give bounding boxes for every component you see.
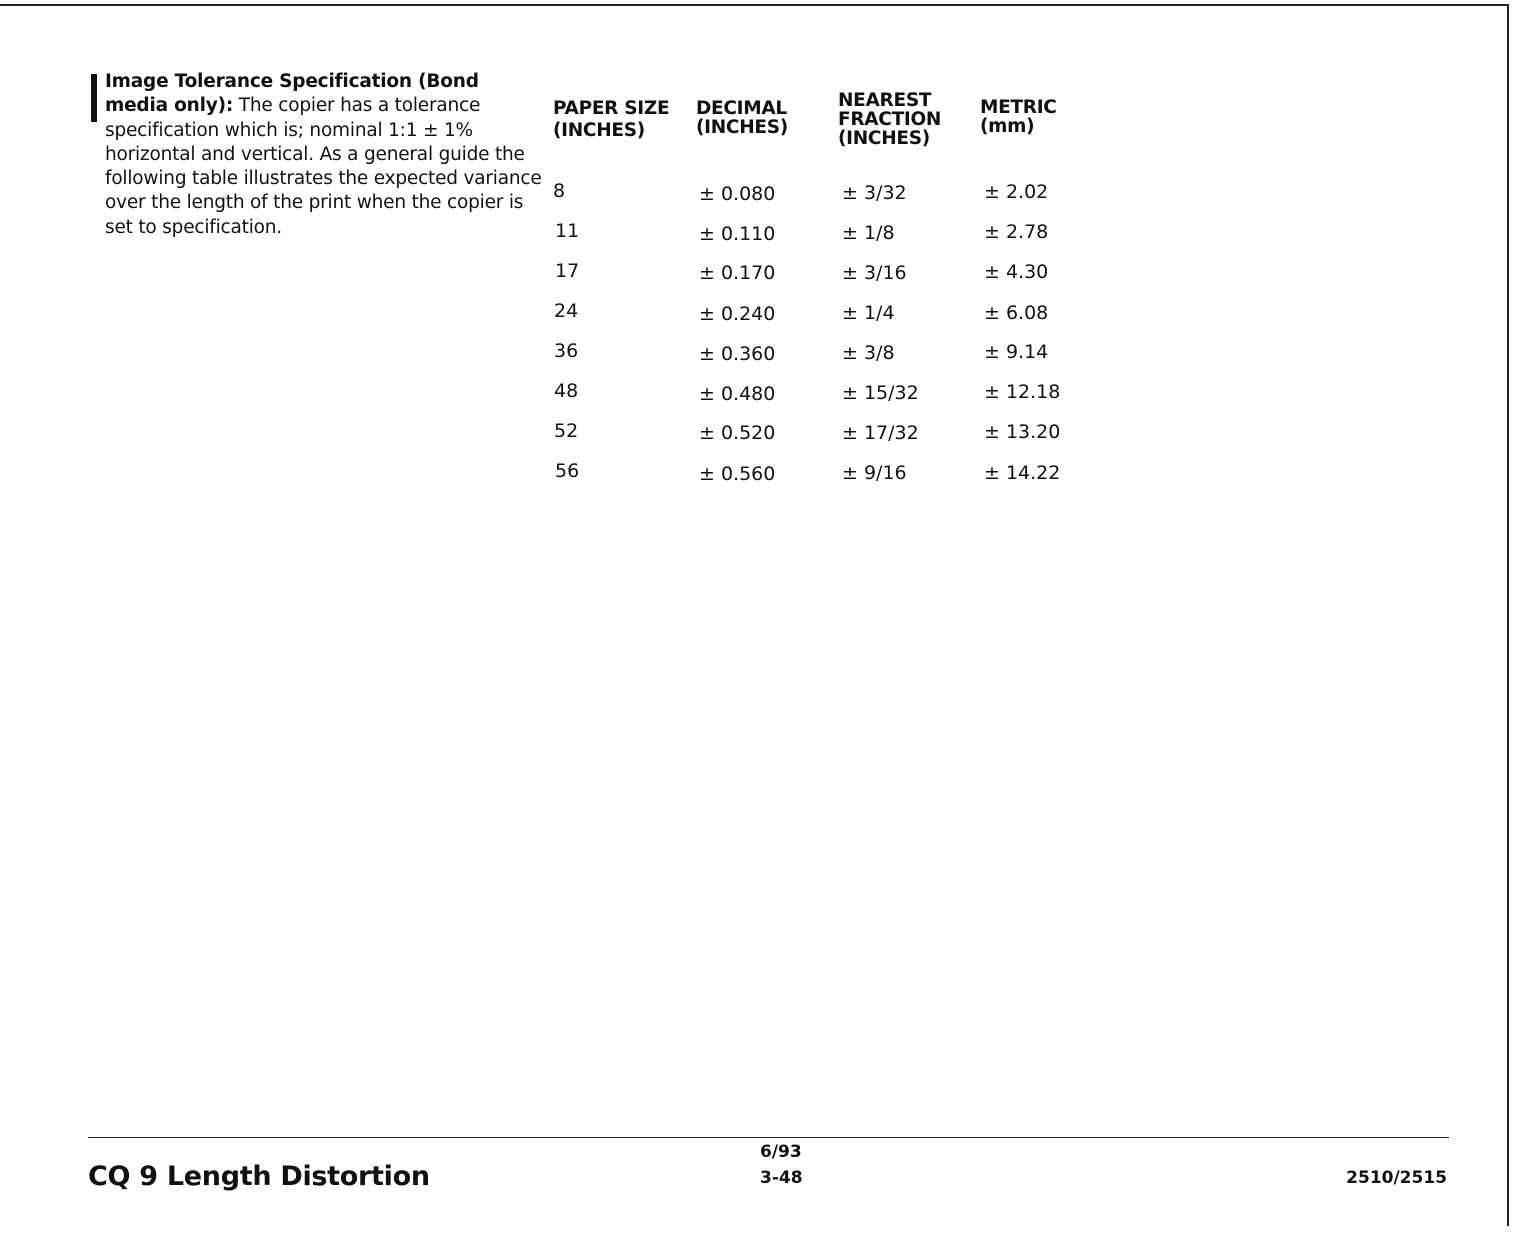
cell-paper-size: 36 [554, 340, 579, 362]
cell-paper-size: 52 [554, 420, 579, 442]
cell-paper-size: 56 [555, 460, 580, 482]
cell-decimal: ± 0.080 [699, 183, 776, 205]
cell-paper-size: 24 [554, 300, 579, 322]
cell-paper-size: 11 [555, 220, 580, 242]
footer-title: CQ 9 Length Distortion [88, 1161, 430, 1192]
header-nearest-fraction: NEAREST FRACTION (INCHES) [838, 90, 942, 149]
header-metric: METRIC (mm) [980, 97, 1057, 137]
cell-metric: ± 2.78 [984, 221, 1049, 243]
header-decimal: DECIMAL (INCHES) [696, 98, 788, 138]
cell-metric: ± 14.22 [984, 462, 1061, 484]
cell-fraction: ± 15/32 [842, 382, 919, 404]
cell-metric: ± 2.02 [984, 181, 1049, 203]
top-border-rule [0, 4, 1508, 6]
cell-metric: ± 9.14 [984, 341, 1049, 363]
cell-paper-size: 48 [554, 380, 579, 402]
cell-fraction: ± 1/8 [842, 222, 895, 244]
cell-decimal: ± 0.520 [699, 422, 776, 444]
cell-paper-size: 8 [553, 180, 566, 202]
intro-body: The copier has a tolerance specification which is; nominal 1:1 ± 1% horizontal and vertical. As a general guide the following table illustrates the expected variance over the length of the print when the copier is set to specification. [105, 95, 542, 238]
cell-decimal: ± 0.170 [699, 262, 776, 284]
cell-decimal: ± 0.110 [699, 223, 776, 245]
cell-fraction: ± 3/16 [842, 262, 907, 284]
cell-decimal: ± 0.360 [699, 343, 776, 365]
cell-fraction: ± 1/4 [842, 302, 895, 324]
footer-model-number: 2510/2515 [1346, 1168, 1447, 1188]
cell-metric: ± 6.08 [984, 302, 1049, 324]
cell-fraction: ± 3/8 [842, 342, 895, 364]
cell-fraction: ± 17/32 [842, 422, 919, 444]
cell-decimal: ± 0.560 [699, 463, 776, 485]
footer-rule [88, 1137, 1449, 1138]
right-border-rule [1507, 4, 1509, 1226]
intro-paragraph [105, 70, 545, 240]
cell-fraction: ± 9/16 [842, 462, 907, 484]
cell-metric: ± 4.30 [984, 261, 1049, 283]
cell-metric: ± 12.18 [984, 381, 1061, 403]
intro-heading: Image Tolerance Specification (Bond media only): [105, 71, 479, 117]
header-paper-size: PAPER SIZE (INCHES) [553, 98, 670, 141]
footer-page-number: 3-48 [760, 1168, 803, 1188]
cell-paper-size: 17 [555, 260, 580, 282]
cell-fraction: ± 3/32 [842, 182, 907, 204]
cell-decimal: ± 0.240 [699, 303, 776, 325]
footer-date: 6/93 [760, 1142, 802, 1162]
revision-change-bar [91, 74, 97, 122]
cell-metric: ± 13.20 [984, 421, 1061, 443]
cell-decimal: ± 0.480 [699, 383, 776, 405]
